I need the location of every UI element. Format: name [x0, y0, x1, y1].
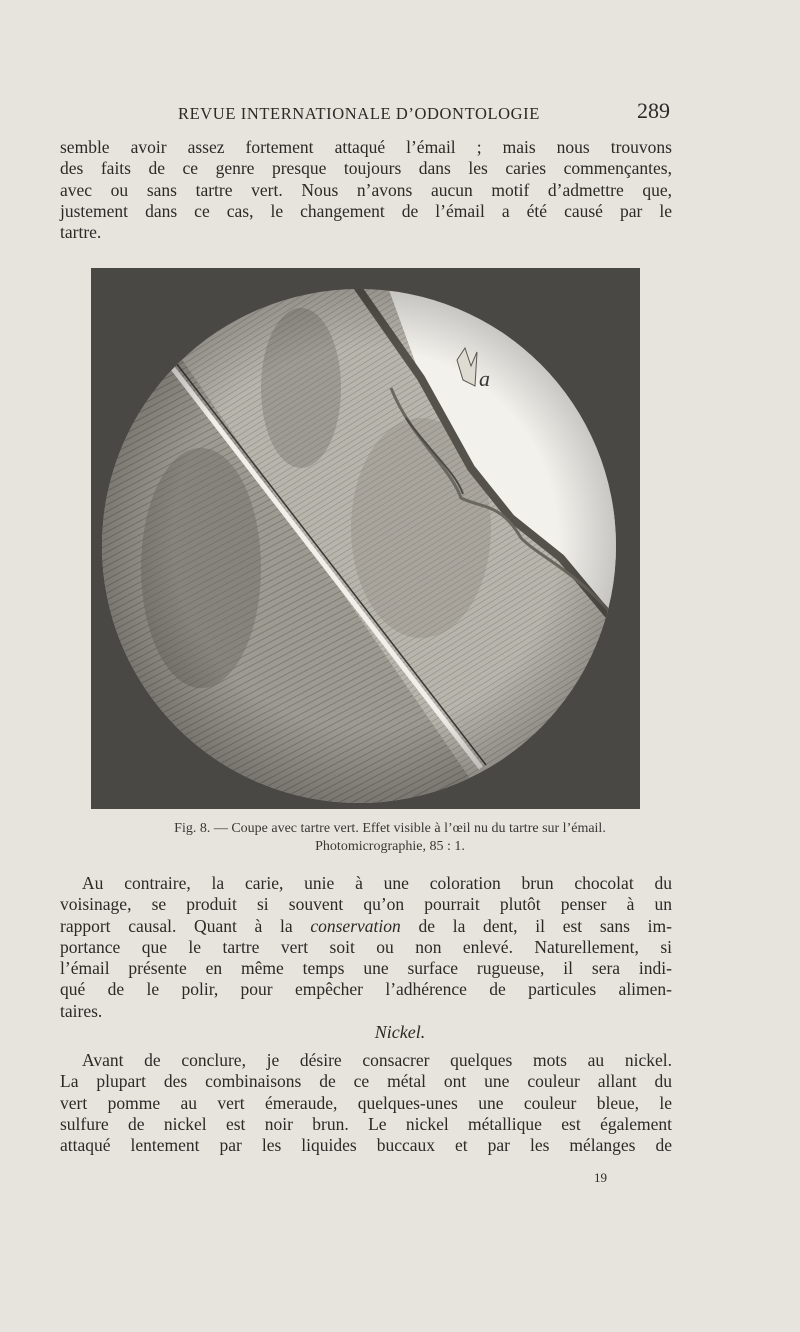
- signature-mark: 19: [594, 1170, 607, 1185]
- text-line: semble avoir assez fortement attaqué l’émail ; mais nous trouvons: [60, 137, 672, 157]
- emphasis-word: conservation: [310, 915, 401, 936]
- running-head: [178, 98, 670, 126]
- text-line: taires.: [60, 1000, 103, 1021]
- text-line: La plupart des combinaisons de ce métal ont une couleur allant du: [60, 1071, 672, 1092]
- page-number: 289: [637, 98, 670, 123]
- journal-title: REVUE INTERNATIONALE D’ODONTOLOGIE: [178, 104, 540, 123]
- paragraph-1: [60, 137, 672, 243]
- text-line: des faits de ce genre presque toujours dans les caries commençantes,: [60, 158, 672, 179]
- text-line: justement dans ce cas, le changement de l’émail a été causé par le: [60, 200, 672, 221]
- paragraph-2: [60, 873, 672, 1022]
- text-run: de la dent, il est sans im-: [400, 915, 672, 936]
- section-heading: Nickel.: [374, 1022, 426, 1042]
- text-line: l’émail présente en même temps une surface rugueuse, il sera indi-: [60, 958, 672, 979]
- text-line: [60, 916, 672, 937]
- text-run: rapport causal. Quant à la: [60, 915, 311, 936]
- text-line: tartre.: [60, 222, 102, 243]
- figure-caption: [60, 820, 720, 856]
- micrograph-figure: [91, 268, 640, 809]
- text-line: qué de le polir, pour empêcher l’adhérence de particules alimen-: [60, 979, 672, 1000]
- text-line: voisinage, se produit si souvent qu’on pourrait plutôt penser à un: [60, 894, 672, 915]
- figure-label-a: a: [479, 366, 490, 391]
- text-line: sulfure de nickel est noir brun. Le nickel métallique est également: [60, 1113, 672, 1134]
- text-line: Avant de conclure, je désire consacrer quelques mots au nickel.: [82, 1050, 672, 1070]
- text-line: avec ou sans tartre vert. Nous n’avons aucun motif d’admettre que,: [60, 179, 672, 200]
- text-line: portance que le tartre vert soit ou non enlevé. Naturellement, si: [60, 936, 672, 957]
- micrograph-image: [91, 268, 640, 809]
- caption-line: Fig. 8. — Coupe avec tartre vert. Effet visible à l’œil nu du tartre sur l’émail.: [174, 821, 606, 836]
- caption-line: Photomicrographie, 85 : 1.: [315, 839, 465, 854]
- paragraph-3: [60, 1050, 672, 1156]
- text-line: Au contraire, la carie, unie à une coloration brun chocolat du: [82, 873, 672, 893]
- text-line: vert pomme au vert émeraude, quelques-unes une couleur bleue, le: [60, 1092, 672, 1113]
- text-line: attaqué lentement par les liquides buccaux et par les mélanges de: [60, 1135, 672, 1156]
